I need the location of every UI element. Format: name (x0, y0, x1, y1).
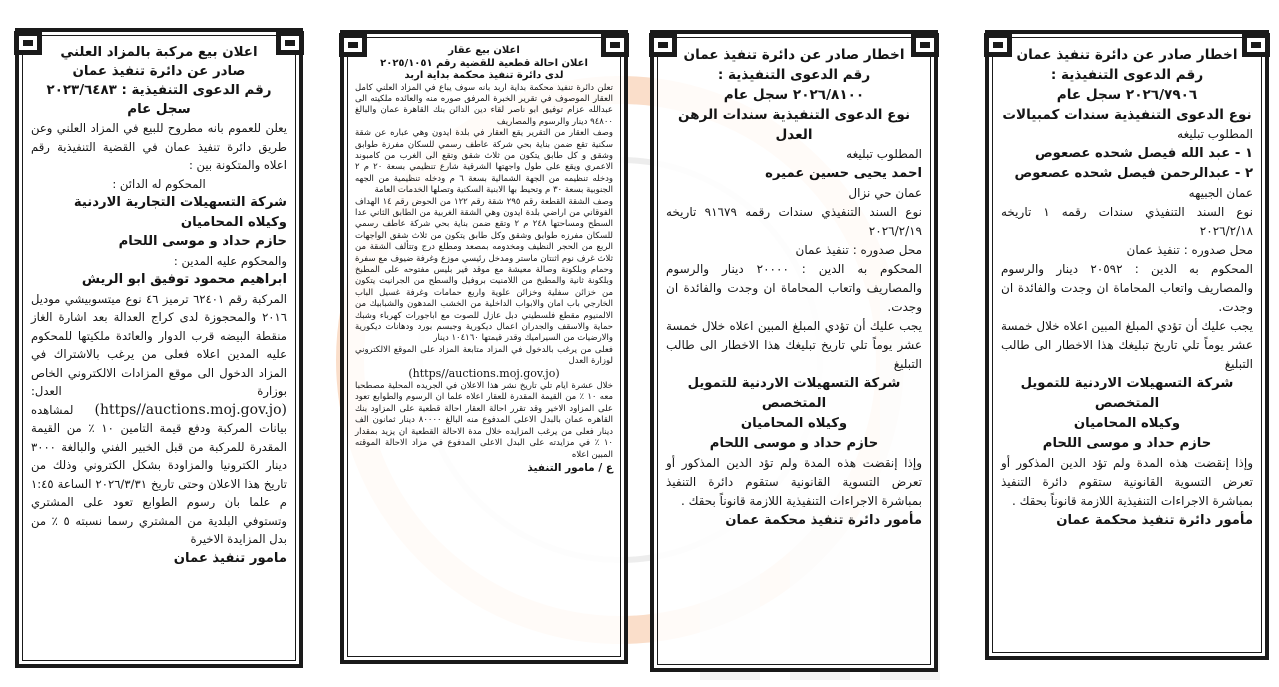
notice-text: المحكوم به الدين : ٢٠٠٠٠ دينار والرسوم والمصاريف واتعاب المحاماة ان وجدت والفائدة ان وجدت. (666, 262, 922, 314)
notice-bold-line: ٢ - عبدالرحمن فيصل شحده عصعوص (1014, 166, 1253, 181)
notice-bold-line: وكيلاه المحاميان (180, 214, 287, 230)
notice-heading: اعلان احالة قطعية للقضية رقم ٢٠٢٥/١٠٥١ (380, 57, 588, 69)
notice-text: المحكوم به الدين : ٢٠٥٩٢ دينار والرسوم والمصاريف واتعاب المحاماة ان وجدت والفائدة ان وجدت. (1001, 262, 1253, 314)
corner-ornament-icon (338, 32, 368, 58)
notice-bold-line: حازم حداد و موسى اللحام (709, 436, 879, 451)
notice-text-part: لمشاهده بيانات المركبة ودفع قيمة التامين ١٠ ٪ من القيمة المقدرة للمركبة من قبل الخبير الفني والبالغة ٣٠٠٠ دينار الكترونيا والمزاودة بشكل الكتروني وذلك من تاريخ هذا الاعلان وحتى تاريخ ٢٠٢٦/٣/٣١ الساعة ١:٤٥ م علما بان رسوم الطوابع تعود على المشتري وتستوفي البلدية من المشتري رسما نسبته ٥ ٪ من بدل المزايدة الاخيرة (31, 402, 287, 546)
notice-bold-line: مأمور دائرة تنفيذ محكمة عمان (1056, 513, 1253, 528)
notice-bold-line: ١ - عبد الله فيصل شحده عصعوص (1034, 146, 1253, 161)
corner-ornament-icon (600, 32, 630, 58)
notice-heading: رقم الدعوى التنفيذية : ٢٠٢٣/٦٤٨٣ (46, 83, 272, 98)
notice-text: وصف الشقة القطعة رقم ٢٩٥ شقة رقم ١٢٢ من الحوض رقم ١٤ الهداف الفوقاني من اراضي بلدة ايدون وهي الشقة الغربية من الطابق الثاني عدا السطح ومساحتها ٢٤٨ م ٢ وتقع ضمن بناية بحي شركة عاطف رسمي للسكان مفرزه طوابق وشقق وكل طابق يتكون من ثلاث شقق الواجهات الربع من الحجر النظيف ومخدومه بمصعد ومطلع درج وتتألف الشقة من ثلاث غرف نوم اثنتان ماستر ومدخل رئيسي موزع وغرفة ضيوف مع سفرة وحمام وبلكونة وصالة معيشة مع موقد فير بليس مفتوحه على المطبخ وبلكونة ثانية والمطبخ من اللامنيت بروفيل والسطح من الجرانيت يتكون من خزائن سفلية وخزائن علوية واربع حمامات وغرفة غسيل الباب الخارجي باب امان والابواب الداخلية من الخشب المدهون والشبابيك من الالمنيوم مقطع فلسطيني دبل عازل للصوت مع اباجورات كهرباء وشبك حماية والاسقف والجدران اعمال ديكورية وجبسم بورد ودهانات ديكورية والارضيات من السيراميك وقدر قيمتها ١٠٤١٦٠ دينار (355, 196, 614, 344)
notice-bold-line: وكيلاه المحاميان (740, 416, 848, 431)
notice-heading: ٢٠٢٦/٨١٠٠ سجل عام (723, 87, 865, 103)
notice-body (989, 34, 1265, 537)
auction-url (355, 368, 613, 381)
notice-bold-line: مامور تنفيذ عمان (173, 550, 287, 566)
notice-text: محل صدوره : تنفيذ عمان (1126, 243, 1253, 257)
corner-ornament-icon (275, 30, 305, 56)
notice-text: يعلن للعموم بانه مطروح للبيع في المزاد العلني وعن طريق دائرة تنفيذ عمان في القضية التنفيذية رقم اعلاه والمتكونة بين : (31, 121, 287, 172)
corner-ornament-icon (648, 32, 678, 58)
notice-bold-line: مأمور دائرة تنفيذ محكمة عمان (725, 513, 922, 528)
notice-heading: صادر عن دائرة تنفيذ عمان (72, 64, 246, 79)
notice-property-auction (340, 30, 628, 664)
notice-bold-line: شركة التسهيلات التجارية الاردنية (73, 195, 287, 210)
auction-url-link[interactable]: (https//auctions.moj.gov.jo) (94, 401, 287, 418)
notice-bold-line: شركة التسهيلات الاردنية للتمويل المتخصص (1020, 376, 1234, 411)
notice-bold-line: احمد يحيى حسين عميره (765, 166, 922, 181)
notice-vehicle-auction (15, 28, 303, 668)
notice-bold-line: حازم حداد و موسى اللحام (1042, 436, 1212, 451)
notice-heading: رقم الدعوى التنفيذية : (717, 67, 871, 83)
notice-body (19, 32, 299, 574)
notice-heading: سجل عام (127, 102, 191, 117)
notice-heading: لدى دائرة تنفيذ محكمة بداية اربد (404, 70, 564, 81)
auction-url-link[interactable]: (https//auctions.moj.gov.jo) (408, 366, 560, 380)
notice-body (654, 34, 934, 537)
notice-text: والمحكوم عليه المدين : (173, 253, 287, 268)
notice-bold-line: ابراهيم محمود توفيق ابو الريش (81, 272, 287, 287)
notice-7906 (985, 30, 1269, 660)
notice-text: المطلوب تبليغه (1177, 127, 1253, 141)
notice-heading: اخطار صادر عن دائرة تنفيذ عمان (1016, 47, 1238, 63)
notice-body (344, 34, 624, 480)
notice-text (31, 290, 287, 549)
notice-text: خلال عشرة ايام تلي تاريخ نشر هذا الاعلان في الجريده المحلية مصطحبا معه ١٠ ٪ من القيمة المقدرة للعقار اعلاه علما ان الرسوم والطوابع تعود على المزاود الاخير وقد تقرر احالة العقار احالة قطعية على المزاود بنك القاهره عمان بالبدل الاعلى المدفوع منه البالغ ٨٠٠٠٠ دينار ثمانون الف دينار فعلى من يرغب المزايده خلال مدة الاحالة القطعية ان يزيد بمقدار ١٠ ٪ في مزايدته على البدل الاعلى المدفوع في مزاد الاحالة الموقته المبين اعلاه (355, 381, 614, 460)
notice-8100 (650, 30, 938, 672)
notice-bold-line: ع / مامور التنفيذ (527, 461, 613, 474)
notice-heading: اعلان بيع عقار (448, 45, 520, 56)
notice-heading: اخطار صادر عن دائرة تنفيذ عمان (683, 47, 905, 63)
corner-ornament-icon (983, 32, 1013, 58)
notice-heading: نوع الدعوى التنفيذية سندات الرهن العدل (677, 107, 911, 143)
notice-bold-line: حازم حداد و موسى اللحام (118, 234, 287, 249)
notice-text: تعلن دائرة تنفيذ محكمة بداية اربد بانه سوف يباع في المزاد العلني كامل العقار الموصوف في تقرير الخبرة المرفق صوره منه والعائده ملكيته الى عبدالله عزام توفيق ابو ناصر لقاء دين الدائن بنك القاهرة عمان والبالغ ٩٤٨٠٠ دينار والرسوم والمصاريف (355, 82, 613, 127)
notice-heading: نوع الدعوى التنفيذية سندات كمبيالات (1002, 107, 1252, 123)
notice-text: وإذا إنقضت هذه المدة ولم تؤد الدين المذكور أو تعرض التسوية القانونية ستقوم دائرة التنفيذ بمباشرة الاجراءات التنفيذية اللازمة قانوناً بحقك . (1001, 456, 1253, 508)
notice-bold-line: شركة التسهيلات الاردنية للتمويل المتخصص (687, 376, 901, 411)
notice-text: عمان حي نزال (848, 186, 922, 200)
corner-ornament-icon (1241, 32, 1271, 58)
notice-text: وصف العقار من التقرير يقع العقار في بلدة ايدون وهي عباره عن شقة سكنية تقع ضمن بناية بحي شركة عاطف رسمي للسكان مفرزة طوابق وشقق و كل طابق يتكون من ثلاث شقق وتقع الى الغرب من كامبوند الاعمري ويقع على طول واجهتها الشرقية شارع تنظيمي بسعة ٢٠ م ٢ ودخله تنظيمه من الجهة الشمالية بسعة ٦ م ودخله تنظيمية من الجهه الجنوبية بسعة ٣٠ م وتحيط بها الابنية السكنية وتصلها الخدمات العامة (355, 128, 613, 196)
notice-text: يجب عليك أن تؤدي المبلغ المبين اعلاه خلال خمسة عشر يوماً تلي تاريخ تبليغك هذا الاخطار الى طالب التبليغ (1001, 319, 1253, 371)
notice-heading: اعلان بيع مركبة بالمزاد العلني (60, 45, 258, 60)
notice-text: المحكوم له الدائن : (112, 176, 206, 191)
notice-text: يجب عليك أن تؤدي المبلغ المبين اعلاه خلال خمسة عشر يوماً تلي تاريخ تبليغك هذا الاخطار الى طالب التبليغ (666, 319, 922, 371)
corner-ornament-icon (910, 32, 940, 58)
notice-heading: رقم الدعوى التنفيذية : (1050, 67, 1204, 83)
notice-bold-line: وكيلاه المحاميان (1073, 416, 1181, 431)
notice-text: نوع السند التنفيذي سندات رقمه ٩١٦٧٩ تاريخه ٢٠٢٦/٢/١٩ (666, 205, 923, 238)
notice-text-part: المركبة رقم ٦٢٤٠١ ترميز ٤٦ نوع ميتسوبيشي موديل ٢٠١٦ والمحجوزة لدى كراج العدالة بعد اشارة الغاز منقطة البيضه قرب الدوار والعائدة ملكيتها للمحكوم عليه المدين اعلاه فعلى من يرغب بالاشتراك في المزاد الدخول الى موقع المزادات الالكتروني الخاص بوزارة العدل: (31, 291, 287, 398)
notice-text: محل صدوره : تنفيذ عمان (795, 243, 922, 257)
notice-text: عمان الجبيهه (1188, 186, 1253, 200)
corner-ornament-icon (13, 30, 43, 56)
notice-text: وإذا إنقضت هذه المدة ولم تؤد الدين المذكور أو تعرض التسوية القانونية ستقوم دائرة التنفيذ بمباشرة الاجراءات التنفيذية اللازمة قانوناً بحقك . (666, 456, 922, 508)
notice-text: نوع السند التنفيذي سندات رقمه ١ تاريخه ٢٠٢٦/٢/١٨ (1001, 205, 1253, 238)
notice-text: فعلى من يرغب بالدخول في المزاد متابعة المزاد على الموقع الالكتروني لوزارة العدل (355, 344, 613, 367)
notice-heading: ٢٠٢٦/٧٩٠٦ سجل عام (1056, 87, 1198, 103)
notice-text: المطلوب تبليغه (846, 147, 922, 161)
